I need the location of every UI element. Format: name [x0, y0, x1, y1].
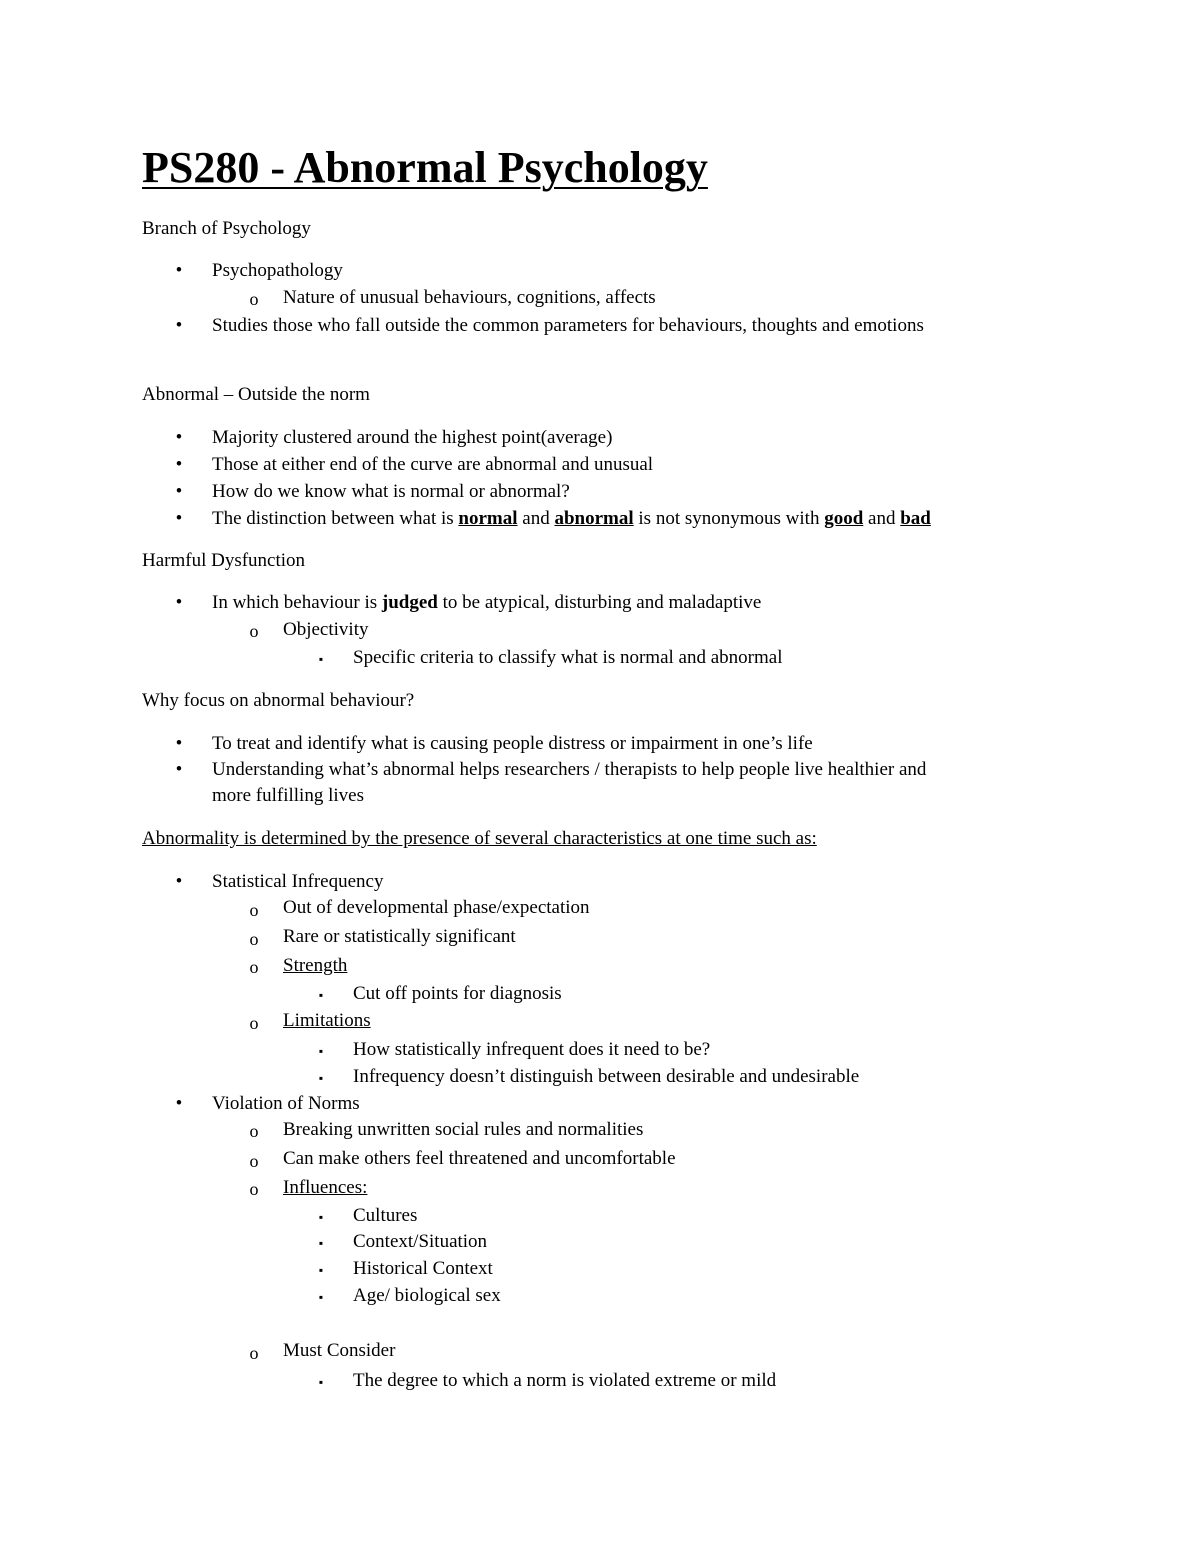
bullet-level3: ▪ [318, 1290, 324, 1304]
bullet-level3: ▪ [318, 1375, 324, 1389]
page-title: PS280 - Abnormal Psychology [142, 143, 708, 192]
emphasis-abnormal: abnormal [554, 508, 634, 529]
bullet-level1: • [175, 481, 183, 502]
section-heading-abnormal: Abnormal – Outside the norm [142, 384, 370, 405]
section-heading-determined: Abnormality is determined by the presence of several characteristics at one time such as: [142, 828, 817, 849]
bullet-level1: • [175, 454, 183, 475]
list-item: Influences: [283, 1177, 368, 1198]
section-heading-harmful: Harmful Dysfunction [142, 550, 306, 571]
bullet-level1: • [175, 427, 183, 448]
bullet-level3: ▪ [318, 1263, 324, 1277]
list-item: Those at either end of the curve are abnormal and unusual [212, 454, 654, 475]
emphasis-good: good [824, 508, 864, 529]
bullet-level2: o [249, 1179, 259, 1199]
bullet-level2: o [249, 289, 259, 309]
bullet-level1: • [175, 733, 183, 754]
bullet-level2: o [249, 900, 259, 920]
bullet-level1: • [175, 315, 183, 336]
list-item: The degree to which a norm is violated extreme or mild [353, 1370, 777, 1391]
list-item: Nature of unusual behaviours, cognitions, affects [283, 287, 656, 308]
bullet-level3: ▪ [318, 1071, 324, 1085]
list-item [212, 592, 761, 614]
emphasis-bad: bad [900, 508, 931, 529]
bullet-level2: o [249, 957, 259, 977]
list-item: How statistically infrequent does it need to be? [353, 1039, 711, 1060]
list-item: Breaking unwritten social rules and normalities [283, 1119, 644, 1140]
list-item: Infrequency doesn’t distinguish between desirable and undesirable [353, 1066, 860, 1087]
list-item: Violation of Norms [212, 1093, 360, 1114]
list-item: To treat and identify what is causing people distress or impairment in one’s life [212, 733, 813, 754]
list-item: Studies those who fall outside the common parameters for behaviours, thoughts and emotions [212, 315, 924, 336]
section-heading-branch: Branch of Psychology [142, 218, 311, 239]
bullet-level2: o [249, 1121, 259, 1141]
bullet-level3: ▪ [318, 1210, 324, 1224]
bullet-level1: • [175, 871, 183, 892]
list-item: Understanding what’s abnormal helps researchers / therapists to help people live healthier and [212, 759, 927, 780]
list-item: Statistical Infrequency [212, 871, 384, 892]
list-item: Cut off points for diagnosis [353, 983, 562, 1004]
text-run: and [517, 508, 555, 529]
list-item: Psychopathology [212, 260, 343, 281]
bullet-level2: o [249, 1343, 259, 1363]
list-item: Rare or statistically significant [283, 926, 516, 947]
bullet-level1: • [175, 1093, 183, 1114]
text-run: and [863, 508, 901, 529]
list-item: Cultures [353, 1205, 418, 1226]
bullet-level3: ▪ [318, 1236, 324, 1250]
list-item: Strength [283, 955, 348, 976]
list-item: How do we know what is normal or abnormal? [212, 481, 570, 502]
bullet-level1: • [175, 508, 183, 529]
text-run: to be atypical, disturbing and maladaptive [437, 592, 762, 613]
list-item: Limitations [283, 1010, 371, 1031]
list-item: Context/Situation [353, 1231, 488, 1252]
emphasis-judged: judged [381, 592, 438, 613]
list-item: Out of developmental phase/expectation [283, 897, 590, 918]
list-item: Can make others feel threatened and uncomfortable [283, 1148, 676, 1169]
section-heading-why: Why focus on abnormal behaviour? [142, 690, 415, 711]
list-item [212, 508, 931, 530]
list-item-continuation: more fulfilling lives [212, 785, 364, 806]
bullet-level2: o [249, 1013, 259, 1033]
list-item: Age/ biological sex [353, 1285, 501, 1306]
list-item: Must Consider [283, 1340, 396, 1361]
bullet-level3: ▪ [318, 988, 324, 1002]
list-item: Historical Context [353, 1258, 493, 1279]
bullet-level3: ▪ [318, 1044, 324, 1058]
bullet-level1: • [175, 759, 183, 780]
emphasis-normal: normal [458, 508, 518, 529]
bullet-level2: o [249, 1151, 259, 1171]
list-item: Specific criteria to classify what is normal and abnormal [353, 647, 783, 668]
text-run: In which behaviour is [212, 592, 382, 613]
list-item: Objectivity [283, 619, 369, 640]
bullet-level2: o [249, 929, 259, 949]
text-run: The distinction between what is [212, 508, 459, 529]
text-run: is not synonymous with [633, 508, 825, 529]
bullet-level3: ▪ [318, 652, 324, 666]
list-item: Majority clustered around the highest point(average) [212, 427, 613, 448]
bullet-level2: o [249, 621, 259, 641]
bullet-level1: • [175, 260, 183, 281]
bullet-level1: • [175, 592, 183, 613]
